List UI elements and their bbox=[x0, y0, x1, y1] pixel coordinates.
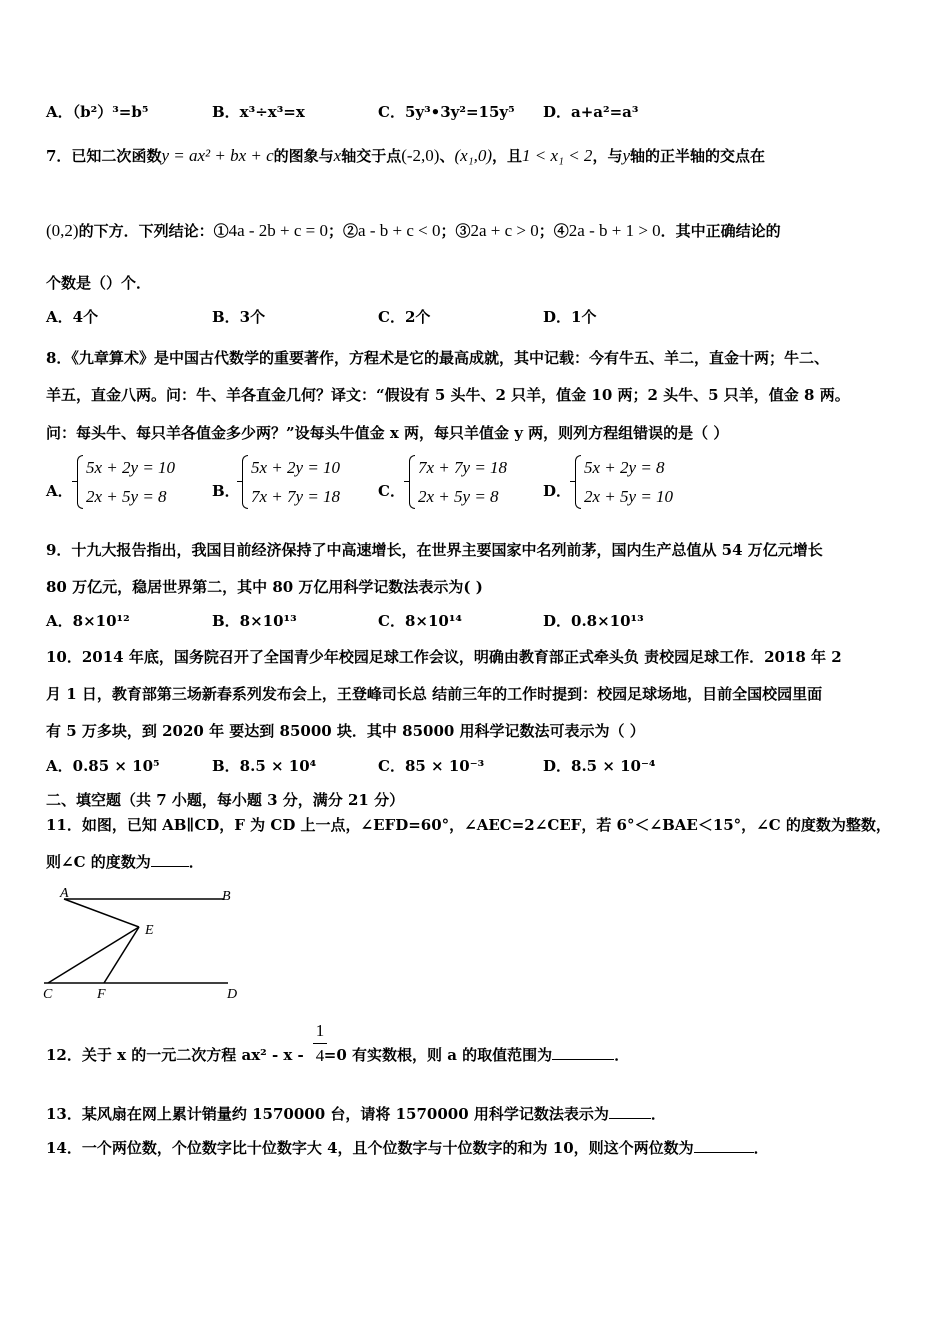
q9-option-b: B．8×10¹³ bbox=[212, 612, 297, 630]
q7-conclusion-2: a - b + c < 0 bbox=[358, 221, 441, 240]
q8-equation: 5x + 2y = 10 bbox=[251, 458, 341, 477]
brace-icon bbox=[242, 455, 248, 509]
q12-line bbox=[46, 1045, 629, 1065]
q10-line-1: 10．2014 年底，国务院召开了全国青少年校园足球工作会议，明确由教育部正式牵头负 责校园足球工作．2018 年 2 bbox=[46, 648, 842, 666]
brace-icon bbox=[575, 455, 581, 509]
q10-option-a: A．0.85 × 10⁵ bbox=[46, 757, 160, 775]
answer-blank[interactable] bbox=[552, 1045, 614, 1060]
q7-text: 轴的正半轴的交点在 bbox=[630, 147, 766, 165]
q7-text: 的图象与 bbox=[273, 147, 334, 165]
answer-blank[interactable] bbox=[694, 1138, 754, 1153]
q9-option-c: C．8×10¹⁴ bbox=[378, 612, 462, 630]
q7-point-1: (-2,0) bbox=[401, 146, 440, 165]
q8-equation: 2x + 5y = 10 bbox=[584, 487, 674, 506]
label-b: B bbox=[222, 889, 231, 904]
q7-function: y = ax² + bx + c bbox=[161, 146, 274, 165]
q8-equation: 7x + 7y = 18 bbox=[251, 487, 341, 506]
answer-blank[interactable] bbox=[609, 1104, 651, 1119]
q12-end: ． bbox=[614, 1046, 630, 1064]
q14-text: 14．一个两位数，个位数字比十位数字大 4，且个位数字与十位数字的和为 10，则这个两位数为 bbox=[46, 1139, 694, 1157]
q9-line-2: 80 万亿元，稳居世界第二，其中 80 万亿用科学记数法表示为( ) bbox=[46, 578, 483, 596]
q7-text: ；② bbox=[328, 222, 359, 240]
q7-line-2 bbox=[46, 221, 781, 241]
q10-option-b: B．8.5 × 10⁴ bbox=[212, 757, 317, 775]
q7-text: 的下方．下列结论：① bbox=[78, 222, 229, 240]
q8-equation: 7x + 7y = 18 bbox=[418, 458, 508, 477]
q8-line-2: 羊五，直金八两。问：牛、羊各直金几何？译文：“假设有 5 头牛、2 只羊，值金 10 两；2 头牛、5 只羊，值金 8 两。 bbox=[46, 386, 850, 404]
q7-inequality: 1 < x₁ < 2 bbox=[522, 146, 593, 165]
q7-text: 、 bbox=[439, 147, 455, 165]
q8-system-b bbox=[242, 453, 340, 511]
q7-point-3: (0,2) bbox=[46, 221, 79, 240]
line-ae bbox=[64, 899, 139, 927]
q12-fraction bbox=[313, 1021, 327, 1066]
q6-option-d: D．a+a²=a³ bbox=[543, 103, 639, 121]
q6-option-b: B．x³÷x³=x bbox=[212, 103, 305, 121]
q8-option-a-label: A． bbox=[46, 482, 73, 500]
q7-line-3: 个数是（）个． bbox=[46, 274, 152, 292]
label-f: F bbox=[97, 987, 106, 1002]
q8-option-c-label: C． bbox=[378, 482, 405, 500]
line-ec bbox=[48, 927, 139, 983]
q8-equation: 2x + 5y = 8 bbox=[418, 487, 499, 506]
q11-end: ． bbox=[188, 853, 204, 871]
q7-line-1 bbox=[46, 146, 765, 166]
q9-option-d: D．0.8×10¹³ bbox=[543, 612, 644, 630]
label-d: D bbox=[227, 987, 238, 1002]
q8-option-b-label: B． bbox=[212, 482, 240, 500]
q7-x-var: x bbox=[333, 146, 342, 165]
brace-icon bbox=[409, 455, 415, 509]
label-a: A bbox=[60, 886, 69, 901]
q8-equation: 2x + 5y = 8 bbox=[86, 487, 167, 506]
line-ef bbox=[104, 927, 139, 983]
fraction-denominator: 4 bbox=[315, 1046, 325, 1065]
q8-line-1: 8．《九章算术》是中国古代数学的重要著作，方程术是它的最高成就，其中记载：今有牛五、羊二，直金十两；牛二、 bbox=[46, 349, 829, 367]
q14-line bbox=[46, 1138, 769, 1158]
q7-option-a: A．4个 bbox=[46, 308, 99, 326]
q10-line-2: 月 1 日，教育部第三场新春系列发布会上，王登峰司长总 结前三年的工作时提到：校园足球场地，目前全国校园里面 bbox=[46, 685, 823, 703]
q11-text: 则∠C 的度数为 bbox=[46, 853, 151, 871]
q6-option-c: C．5y³•3y²=15y⁵ bbox=[378, 103, 515, 121]
q7-text: ，与 bbox=[592, 147, 623, 165]
q8-equation: 5x + 2y = 10 bbox=[86, 458, 176, 477]
q7-option-d: D．1个 bbox=[543, 308, 597, 326]
q7-y-var: y bbox=[622, 146, 630, 165]
label-e: E bbox=[145, 923, 154, 938]
q7-conclusion-3: 2a + c > 0 bbox=[470, 221, 539, 240]
q7-conclusion-1: 4a - 2b + c = 0 bbox=[228, 221, 329, 240]
q9-option-a: A．8×10¹² bbox=[46, 612, 130, 630]
q8-system-d bbox=[575, 453, 673, 511]
q7-option-c: C．2个 bbox=[378, 308, 431, 326]
q8-system-c bbox=[409, 453, 507, 511]
q11-line-1: 11．如图，已知 AB∥CD，F 为 CD 上一点，∠EFD=60°，∠AEC=2∠CEF，若 6°＜∠BAE＜15°，∠C 的度数为整数， bbox=[46, 816, 891, 834]
q12-text: =0 有实数根，则 a 的取值范围为 bbox=[323, 1046, 553, 1064]
q7-text: ．其中正确结论的 bbox=[660, 222, 781, 240]
q7-point-2: (x₁,0) bbox=[454, 146, 493, 165]
section-2-heading: 二、填空题（共 7 小题，每小题 3 分，满分 21 分） bbox=[46, 791, 405, 809]
q7-text: ，且 bbox=[492, 147, 523, 165]
q7-text: 7．已知二次函数 bbox=[46, 147, 162, 165]
q7-option-b: B．3个 bbox=[212, 308, 266, 326]
q14-end: ． bbox=[753, 1139, 769, 1157]
q6-option-a: A．（b²）³=b⁵ bbox=[46, 103, 149, 121]
answer-blank[interactable] bbox=[151, 852, 189, 867]
q7-text: ；③ bbox=[440, 222, 471, 240]
q8-system-a bbox=[77, 453, 175, 511]
q11-figure bbox=[40, 884, 246, 1006]
q8-option-d-label: D． bbox=[543, 482, 572, 500]
q12-text: 12．关于 x 的一元二次方程 ax² - x - bbox=[46, 1046, 304, 1064]
q10-option-c: C．85 × 10⁻³ bbox=[378, 757, 485, 775]
q7-text: ；④ bbox=[538, 222, 569, 240]
q10-option-d: D．8.5 × 10⁻⁴ bbox=[543, 757, 656, 775]
brace-icon bbox=[77, 455, 83, 509]
q7-text: 轴交于点 bbox=[341, 147, 402, 165]
q8-equation: 5x + 2y = 8 bbox=[584, 458, 665, 477]
q13-end: ． bbox=[650, 1105, 666, 1123]
fraction-numerator: 1 bbox=[315, 1021, 325, 1040]
q8-line-3: 问：每头牛、每只羊各值金多少两？”设每头牛值金 x 两，每只羊值金 y 两，则列方程组错误的是（ ） bbox=[46, 424, 729, 442]
q11-line-2 bbox=[46, 852, 204, 872]
q13-line bbox=[46, 1104, 666, 1124]
q9-line-1: 9．十九大报告指出，我国目前经济保持了中高速增长，在世界主要国家中名列前茅，国内生产总值从 54 万亿元增长 bbox=[46, 541, 823, 559]
label-c: C bbox=[43, 987, 53, 1002]
q13-text: 13．某风扇在网上累计销量约 1570000 台，请将 1570000 用科学记数法表示为 bbox=[46, 1105, 609, 1123]
q7-conclusion-4: 2a - b + 1 > 0 bbox=[568, 221, 661, 240]
q10-line-3: 有 5 万多块，到 2020 年 要达到 85000 块．其中 85000 用科学记数法可表示为（ ） bbox=[46, 722, 645, 740]
